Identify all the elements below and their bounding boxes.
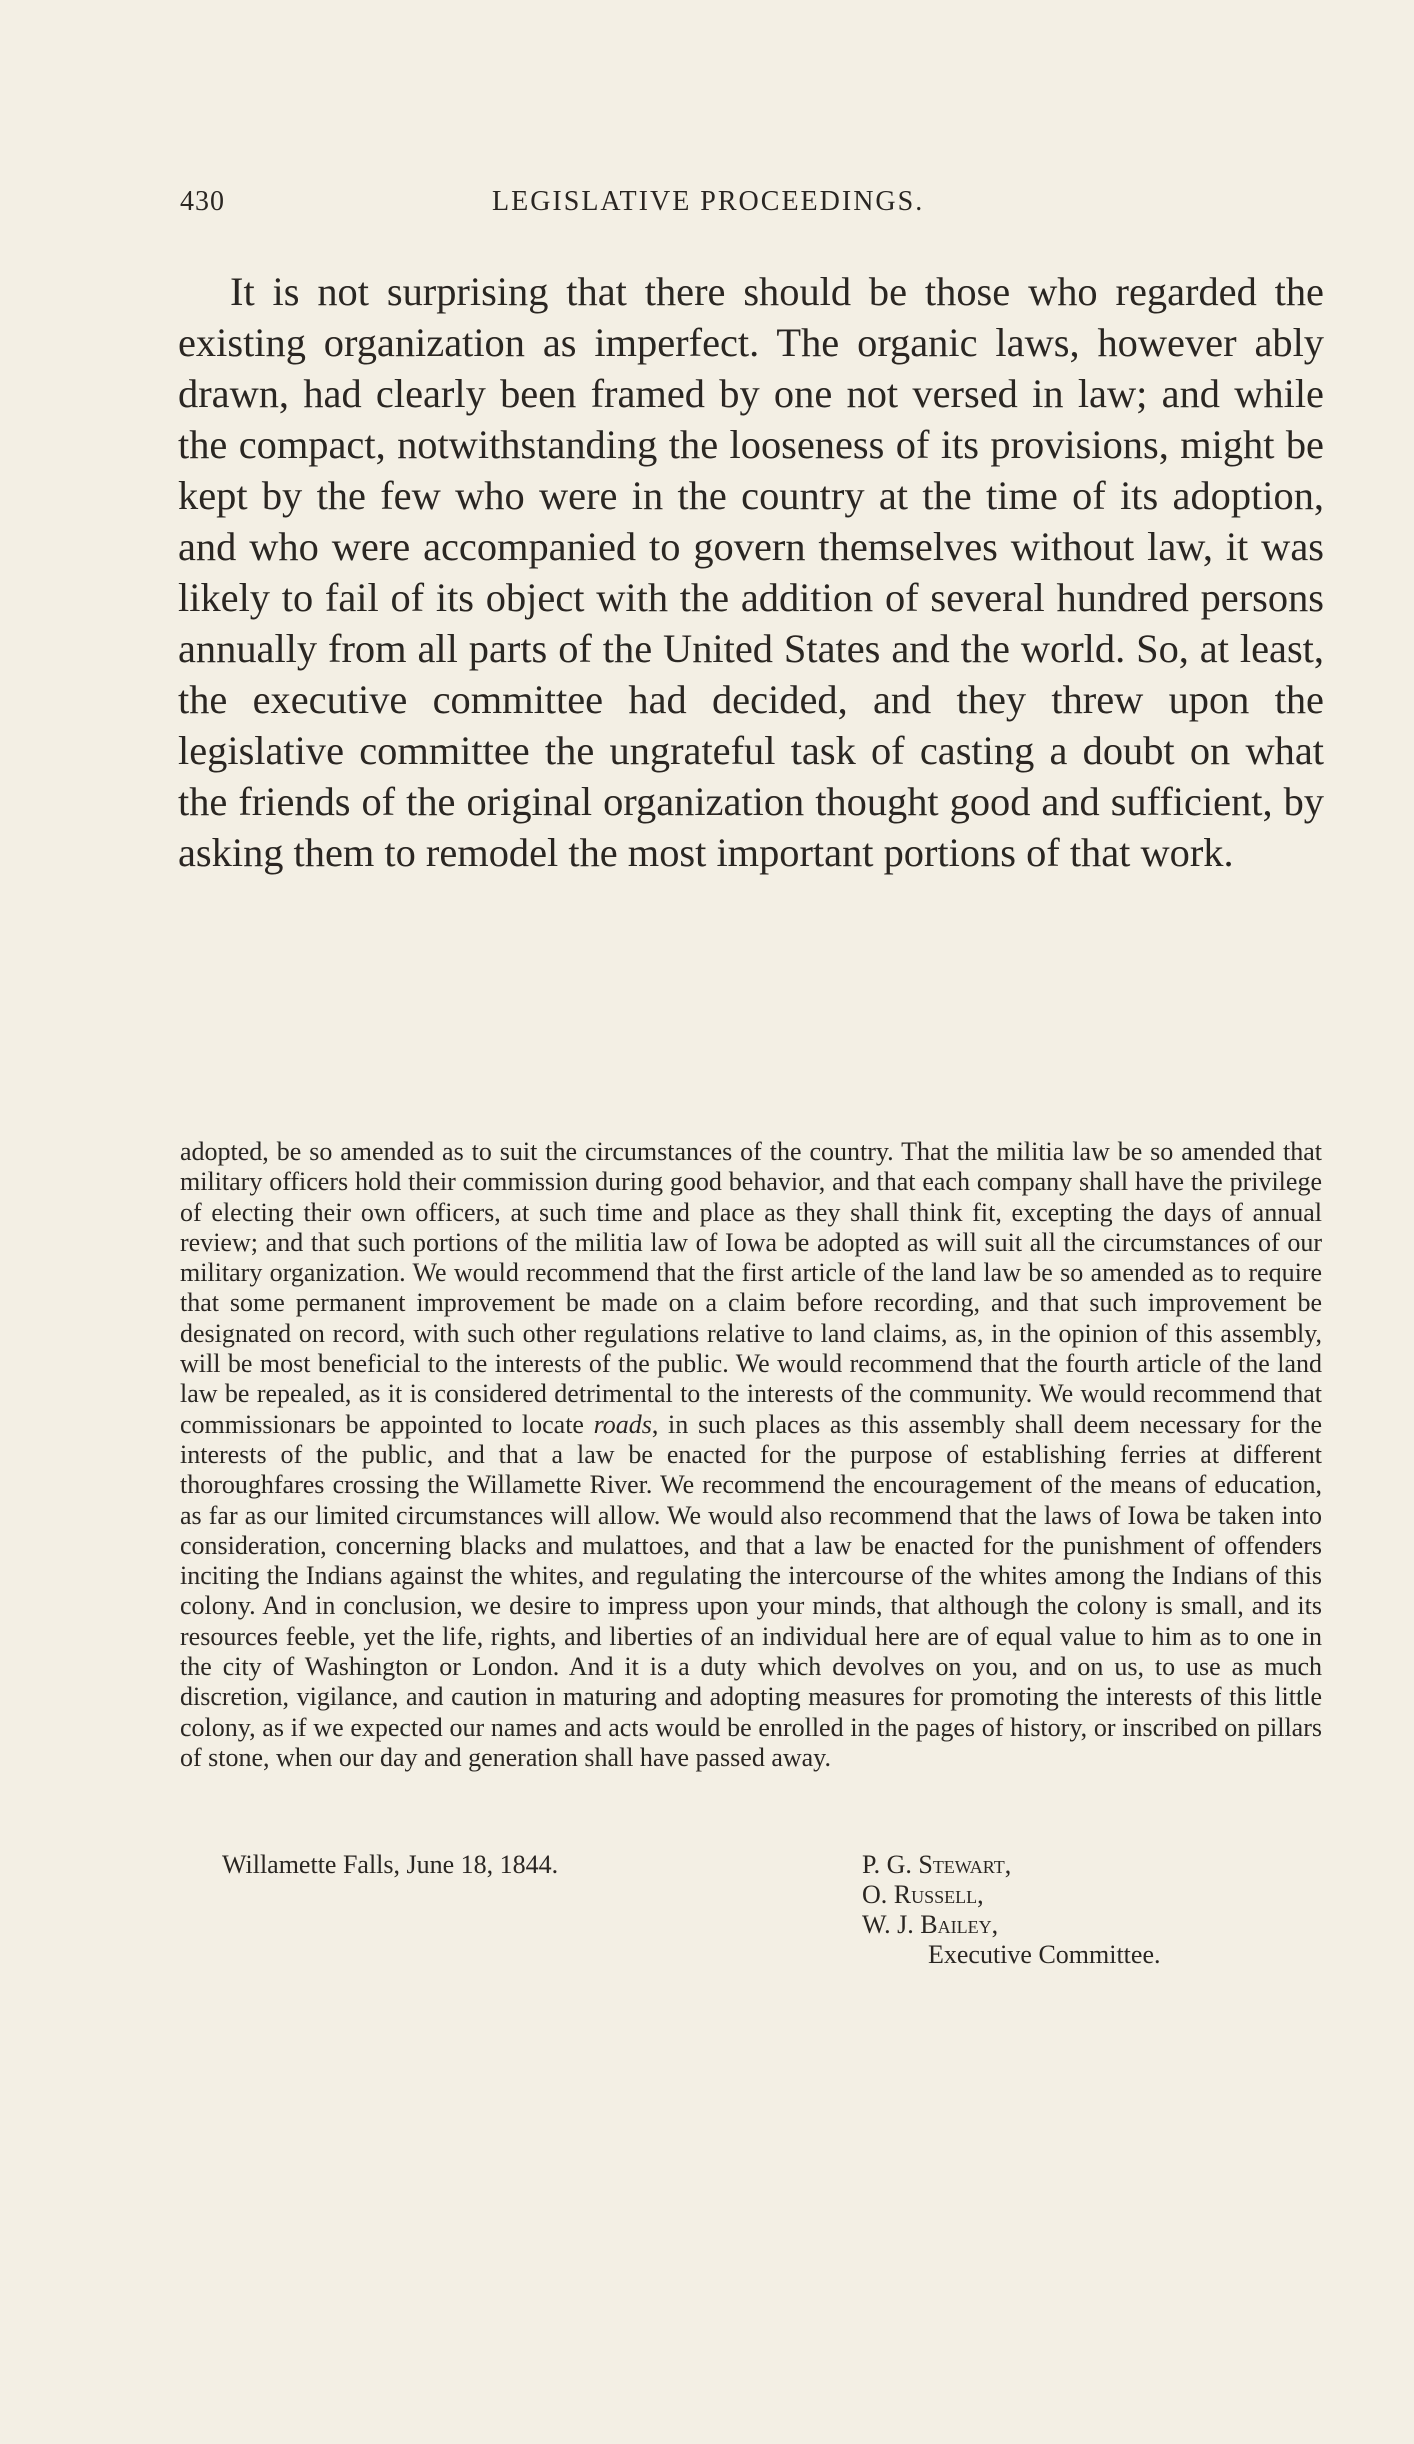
signatory-name: O. Russell, xyxy=(862,1880,984,1909)
footnote-paragraph xyxy=(180,1137,1322,1773)
signature-place-date: Willamette Falls, June 18, 1844. xyxy=(222,1850,559,1879)
signatory-name: W. J. Bailey, xyxy=(862,1910,999,1939)
page-number: 430 xyxy=(180,186,225,217)
signatory-title: Executive Committee. xyxy=(928,1940,1161,1969)
running-head: LEGISLATIVE PROCEEDINGS. xyxy=(492,186,925,217)
footnote-text-part-2: , in such places as this assembly shall deem necessary for the interests of the public, and that a law be enacted for the purpose of establishing ferries at different thoroughfares crossing the Willamette River. We recommend the encouragement of the means of education, as far as our limited circumstances will allow. We would also recommend that the laws of Iowa be taken into consideration, concerning blacks and mulattoes, and that a law be enacted for the punishment of offenders inciting the Indians against the whites, and regulating the intercourse of the whites among the Indians of this colony. And in conclusion, we desire to impress upon your minds, that although the colony is small, and its resources feeble, yet the life, rights, and liberties of an individual here are of equal value to him as to one in the city of Washington or London. And it is a duty which devolves on you, and on us, to use as much discretion, vigilance, and caution in maturing and adopting measures for promoting the interests of this little colony, as if we expected our names and acts would be enrolled in the pages of history, or inscribed on pillars of stone, when our day and generation shall have passed away. xyxy=(180,1409,1322,1772)
signatory-name: P. G. Stewart, xyxy=(862,1850,1012,1879)
signature-block xyxy=(180,1850,1325,2000)
main-paragraph: It is not surprising that there should be those who regarded the existing organization as imperfect. The organic laws, however ably drawn, had clearly been framed by one not versed in law; and while the compact, notwithstanding the looseness of its provisions, might be kept by the few who were in the country at the time of its adoption, and who were accompanied to govern themselves without law, it was likely to fail of its object with the addition of several hundred persons annually from all parts of the United States and the world. So, at least, the executive committee had decided, and they threw upon the legislative committee the ungrateful task of casting a doubt on what the friends of the original organization thought good and sufficient, by asking them to remodel the most important portions of that work. xyxy=(178,269,1324,875)
footnote-italic-word: roads xyxy=(593,1409,652,1439)
footnote-text-part-1: adopted, be so amended as to suit the circumstances of the country. That the militia law be so amended that military officers hold their commission during good behavior, and that each company shall have the privilege of electing their own officers, at such time and place as they shall think fit, excepting the days of annual review; and that such portions of the militia law of Iowa be adopted as will suit all the circumstances of our military organization. We would recommend that the first article of the land law be so amended as to require that some permanent improvement be made on a claim before recording, and that such improvement be designated on record, with such other regulations relative to land claims, as, in the opinion of this assembly, will be most beneficial to the interests of the public. We would recommend that the fourth article of the land law be repealed, as it is considered detrimental to the interests of the community. We would recommend that commissionars be appointed to locate xyxy=(180,1137,1322,1439)
page-header xyxy=(180,186,1325,226)
